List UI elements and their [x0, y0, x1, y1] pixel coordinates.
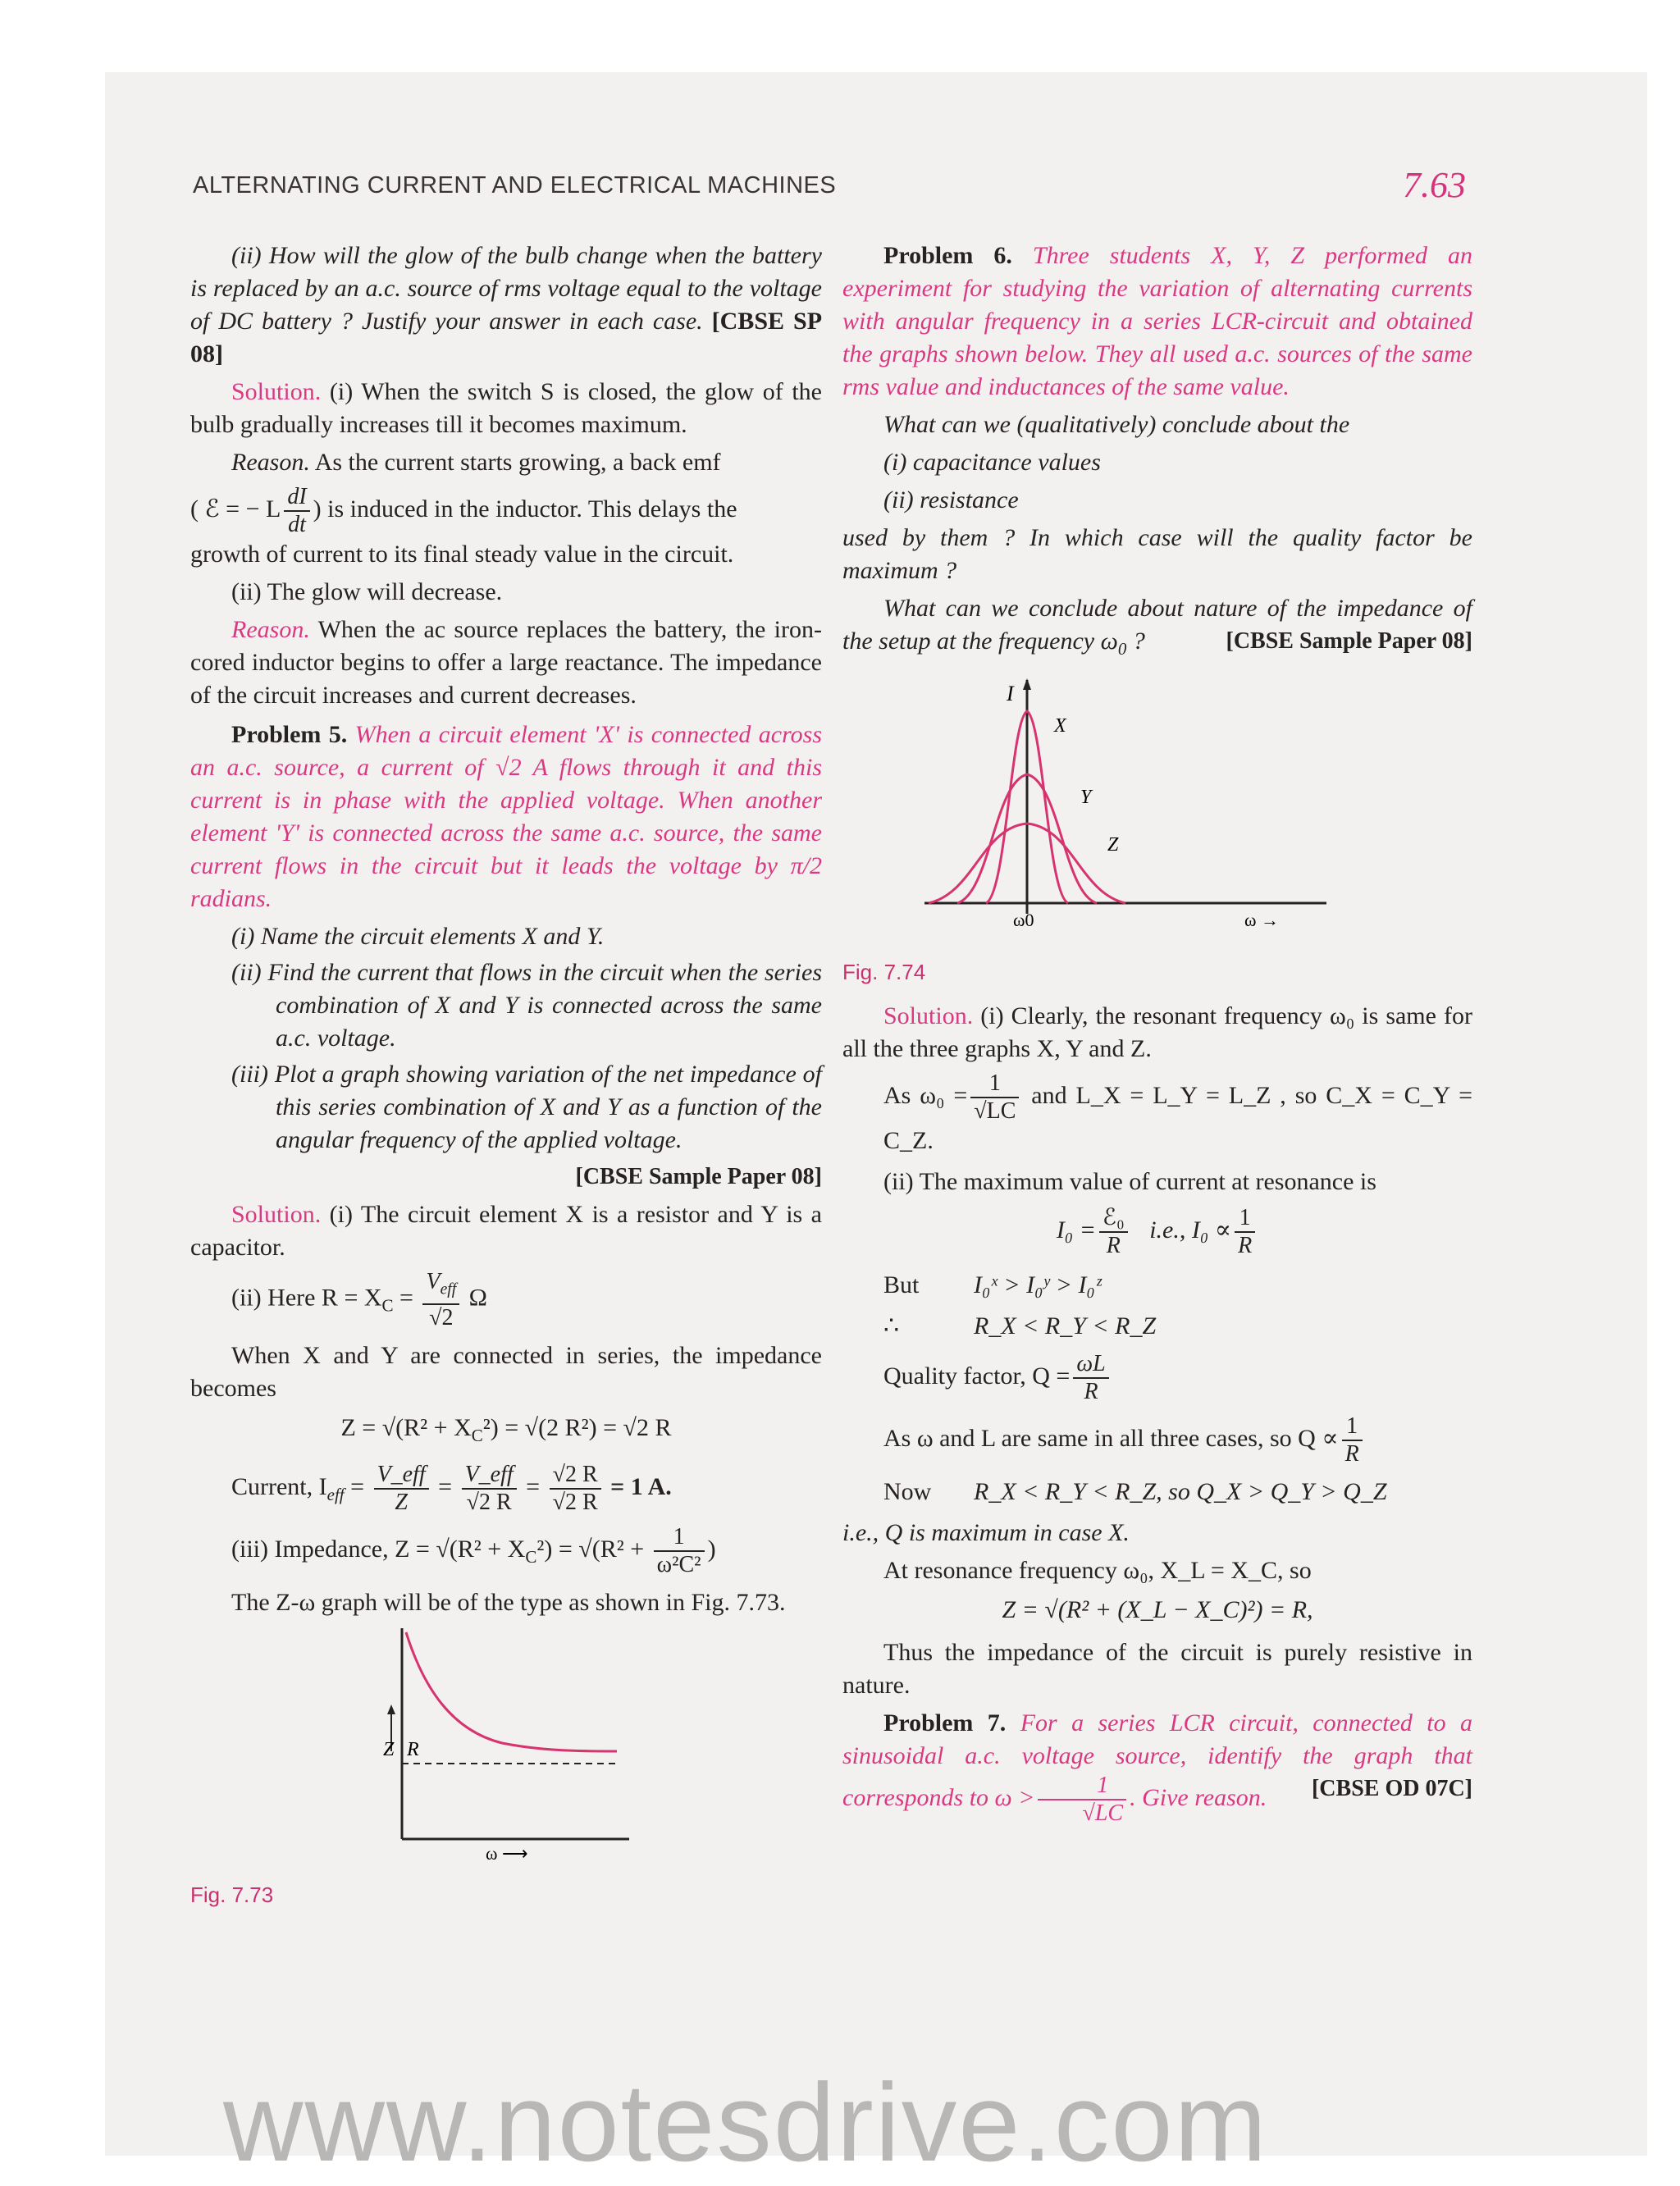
s6-resonance: At resonance frequency ω₀, X_L = X_C, so	[883, 1557, 1312, 1584]
figure-7-73	[190, 1624, 822, 1862]
fig73-r-label: R	[407, 1738, 419, 1760]
question-capacitance: (i) capacitance values	[883, 449, 1101, 476]
solution-label: Solution.	[231, 378, 322, 405]
s6-i0-num: ℰ₀	[1099, 1205, 1128, 1233]
current-result: = 1 A.	[610, 1472, 672, 1500]
solution-6-i	[842, 1000, 1472, 1066]
left-column	[190, 240, 822, 1923]
imp-pre: (iii) Impedance, Z = √(R² + X	[231, 1535, 526, 1563]
fig74-z-label: Z	[1107, 834, 1119, 856]
s6-ie: i.e., I₀ ∝	[1149, 1216, 1232, 1244]
s6-i0-line	[842, 1205, 1472, 1259]
problem-6-text: Three students X, Y, Z performed an experiment for studying the variation of alternating currents with angular frequency in a series LCR-circuit and obtained the graphs shown below. They all used a.c. sources of the same rms value and inductances of the same value.	[842, 242, 1472, 400]
question-what: What can we (qualitatively) conclude about the	[883, 411, 1350, 438]
emf-den: dt	[288, 512, 306, 537]
s6-i0-den: R	[1106, 1233, 1121, 1258]
solution-5-series: When X and Y are connected in series, the impedance becomes	[190, 1341, 822, 1402]
s6-therefore: R_X < R_Y < R_Z	[974, 1312, 1157, 1339]
solution-5-i-text: (i) The circuit element X is a resistor and Y is a capacitor.	[190, 1201, 822, 1261]
problem-5-item-iii: (iii) Plot a graph showing variation of the net impedance of this series combination of X and Y as a function of the angular frequency of the applied voltage.	[231, 1061, 822, 1153]
s6-ie-frac	[1235, 1205, 1255, 1259]
s5-ii-num-sub: eff	[440, 1280, 457, 1298]
s6-as-rest: and L_X = L_Y = L_Z , so C_X = C_Y = C_Z.	[883, 1081, 1473, 1154]
s6-now-label: Now	[883, 1478, 932, 1505]
problem-6-label: Problem 6.	[883, 242, 1012, 269]
fig73-arrow-head	[387, 1705, 395, 1714]
solution-i	[190, 376, 822, 441]
imp-sub: C	[525, 1546, 537, 1567]
reason-1-text: As the current starts growing, a back emf	[314, 449, 721, 476]
s6-as-num: 1	[970, 1070, 1019, 1098]
zw-text: The Z-ω graph will be of the type as shown in Fig. 7.73.	[231, 1588, 786, 1616]
fig73-omega-label: ω ⟶	[486, 1842, 528, 1862]
emf-line	[190, 484, 822, 538]
s6-therefore-line	[883, 1310, 1472, 1343]
s6-now-line	[883, 1476, 1472, 1508]
s6-but: I₀ˣ > I₀ʸ > I₀ᶻ	[974, 1271, 1102, 1298]
right-column	[842, 240, 1472, 1832]
s6-therefore-label: ∴	[883, 1312, 900, 1339]
s6-now: R_X < R_Y < R_Z, so Q_X > Q_Y > Q_Z	[974, 1478, 1387, 1505]
problem-7-frac	[1038, 1773, 1126, 1827]
question-ii-text: (ii) How will the glow of the bulb change when the battery is replaced by an a.c. source of rms voltage equal to the voltage of DC battery ? Justify your answer in each case.	[190, 242, 822, 335]
eq-z-sub: C	[471, 1425, 483, 1445]
problem-5-ref: [CBSE Sample Paper 08]	[575, 1164, 822, 1189]
imp-num: 1	[654, 1524, 705, 1552]
fig74-omega0-label: ω0	[1013, 910, 1034, 930]
current-frac-3-den: √2 R	[552, 1489, 598, 1515]
s6-as2-den: R	[1344, 1441, 1359, 1467]
problem-7-text: For a series LCR circuit, connected to a sinusoidal a.c. voltage source, identify the graph that corresponds to ω >	[842, 1709, 1473, 1811]
imp-den: ω²C²	[656, 1551, 701, 1577]
solution-6-ii: (ii) The maximum value of current at resonance is	[883, 1168, 1376, 1195]
reason-2	[190, 614, 822, 712]
fig74-caption: Fig. 7.74	[842, 960, 926, 984]
emf-num: dI	[284, 484, 309, 512]
problem-5	[190, 719, 822, 915]
emf-rhs: ) is induced in the inductor. This delays the	[313, 495, 737, 523]
solution-5-i	[190, 1198, 822, 1264]
imp-mid: ²) = √(R² +	[536, 1535, 651, 1563]
s6-as2-frac	[1342, 1413, 1363, 1467]
s5-ii-unit: Ω	[468, 1284, 487, 1312]
reason-label: Reason.	[231, 449, 310, 476]
fig74-x-label: X	[1054, 715, 1066, 737]
s6-as: As ω₀ =	[883, 1081, 968, 1109]
current-frac-1	[374, 1462, 429, 1516]
current-frac-2	[462, 1462, 517, 1516]
current-sub: eff	[326, 1484, 345, 1504]
eq-z-rest: ²) = √(2 R²) = √2 R	[482, 1413, 672, 1441]
solution-6-i-text: (i) Clearly, the resonant frequency ω₀ is same for all the three graphs X, Y and Z.	[842, 1002, 1473, 1062]
s6-q-den: R	[1084, 1379, 1098, 1404]
s5-ii-pre: (ii) Here R = X	[231, 1284, 382, 1312]
s6-ie-num: 1	[1235, 1205, 1255, 1233]
reason-2-text: When the ac source replaces the battery, the iron-cored inductor begins to offer a large reactance. The impedance of the circuit increases and current decreases.	[190, 616, 822, 709]
fig73-caption: Fig. 7.73	[190, 1882, 274, 1907]
s6-as-den: √LC	[974, 1098, 1016, 1124]
s6-ie-den: R	[1238, 1233, 1253, 1258]
emf-lhs: ( ℰ = − L	[190, 495, 281, 523]
problem-7-end: . Give reason.	[1130, 1783, 1267, 1811]
question-ii-ref: [CBSE SP 08]	[190, 308, 823, 367]
current-frac-1-den: Z	[395, 1489, 408, 1515]
s6-but-line	[883, 1269, 1472, 1302]
reason-1-end: growth of current to its final steady value in the circuit.	[190, 541, 734, 568]
imp-frac	[654, 1524, 705, 1578]
s6-ie2: i.e., Q is maximum in case X.	[842, 1519, 1130, 1546]
q-nature-sub: 0	[1117, 639, 1127, 659]
question-resistance: (ii) resistance	[883, 486, 1019, 513]
problem-5-item-i: (i) Name the circuit elements X and Y.	[231, 923, 605, 950]
s6-as2-num: 1	[1342, 1413, 1363, 1441]
s6-q-num: ωL	[1073, 1351, 1108, 1379]
current-frac-3-num: √2 R	[550, 1462, 601, 1490]
equation-impedance	[231, 1524, 822, 1578]
equation-current: Current, $I_{eff}$ = $\frac{\text{V\_eff}}{Z}$ = $\frac{\text{V\_eff}}{√2 R}$ = $\frac{√2 R}{√2 R}$ = 1 A.	[231, 1461, 672, 1515]
fig74-i-arrow	[1023, 678, 1031, 690]
problem-6	[842, 240, 1472, 404]
current-frac-3	[550, 1462, 601, 1516]
reason-2-label: Reason.	[231, 616, 310, 643]
s5-ii-num	[422, 1269, 459, 1305]
solution-i-text: (i) When the switch S is closed, the glow of the bulb gradually increases till it becomes maximum.	[190, 378, 823, 438]
s6-i0-frac	[1099, 1205, 1128, 1259]
s6-as2-line	[883, 1413, 1472, 1467]
emf-fraction	[284, 484, 309, 538]
s5-ii-num-v: V	[426, 1269, 441, 1294]
problem-5-label: Problem 5.	[231, 721, 348, 748]
problem-7	[842, 1707, 1472, 1827]
current-frac-2-den: √2 R	[466, 1489, 512, 1515]
q-nature-text: What can we conclude about nature of the impedance of the setup at the frequency ω	[842, 595, 1472, 655]
current-frac-2-num: V_eff	[462, 1462, 517, 1490]
problem-7-label: Problem 7.	[883, 1709, 1007, 1736]
s6-z-equation: Z = √(R² + (X_L − X_C)²) = R,	[1002, 1596, 1313, 1623]
s6-q: Quality factor, Q =	[883, 1362, 1071, 1390]
problem-7-num: 1	[1038, 1773, 1126, 1800]
s6-as-line	[883, 1070, 1472, 1157]
problem-6-ref: [CBSE Sample Paper 08]	[1226, 628, 1472, 654]
s6-q-frac	[1073, 1351, 1108, 1405]
imp-end: )	[707, 1535, 716, 1563]
s5-ii-frac	[422, 1269, 459, 1331]
fig73-z-label: Z	[383, 1738, 395, 1760]
problem-7-den: √LC	[1082, 1800, 1124, 1826]
figure-7-74	[842, 672, 1472, 951]
fig74-y-label: Y	[1080, 787, 1092, 808]
s6-as2: As ω and L are same in all three cases, so Q ∝	[883, 1424, 1339, 1452]
page-number: 7.63	[1403, 165, 1466, 205]
question-used: used by them ? In which case will the quality factor be maximum ?	[842, 524, 1472, 584]
problem-5-item-ii: (ii) Find the current that flows in the circuit when the series combination of X and Y is connected across the same a.c. voltage.	[231, 959, 822, 1052]
solution-6-label: Solution.	[883, 1002, 974, 1029]
watermark: www.notesdrive.com	[223, 2060, 1268, 2184]
eq-z-a: Z = √(R² + X	[340, 1413, 472, 1441]
equation-z	[190, 1412, 822, 1452]
reason-1	[190, 446, 822, 479]
problem-5-ref-line	[190, 1160, 822, 1193]
problem-5-text: When a circuit element 'X' is connected across an a.c. source, a current of √2 A flows through it and this current is in phase with the applied voltage. When another element 'Y' is connected across the same a.c. source, the same current flows in the circuit but it leads the voltage by π/2 radians.	[190, 721, 822, 912]
s6-as-frac	[970, 1070, 1019, 1125]
problem-7-ref: [CBSE OD 07C]	[1311, 1776, 1472, 1801]
s5-ii-den: √2	[429, 1304, 454, 1330]
fig74-omega-label: ω →	[1244, 910, 1279, 930]
s6-i0: I₀ =	[1056, 1216, 1096, 1244]
question-nature	[842, 592, 1472, 665]
s6-but-label: But	[883, 1271, 920, 1298]
s5-ii-sub: C	[381, 1295, 394, 1316]
question-ii	[190, 240, 822, 371]
fig74-i-label: I	[1007, 682, 1014, 705]
solution-5-ii: (ii) Here $R = X_C$ = $\frac{V_{eff}}{√2}$ Ω	[231, 1269, 487, 1330]
q-nature-end: ?	[1126, 628, 1145, 655]
fig73-z-curve	[406, 1632, 617, 1751]
running-header: ALTERNATING CURRENT AND ELECTRICAL MACHINES	[193, 172, 837, 199]
solution-ii: (ii) The glow will decrease.	[231, 578, 503, 605]
solution-5-label: Solution.	[231, 1201, 322, 1228]
s6-thus: Thus the impedance of the circuit is purely resistive in nature.	[842, 1639, 1472, 1699]
current-pre: Current, I	[231, 1472, 327, 1500]
s6-q-line	[883, 1351, 1472, 1405]
current-frac-1-num: V_eff	[374, 1462, 429, 1490]
